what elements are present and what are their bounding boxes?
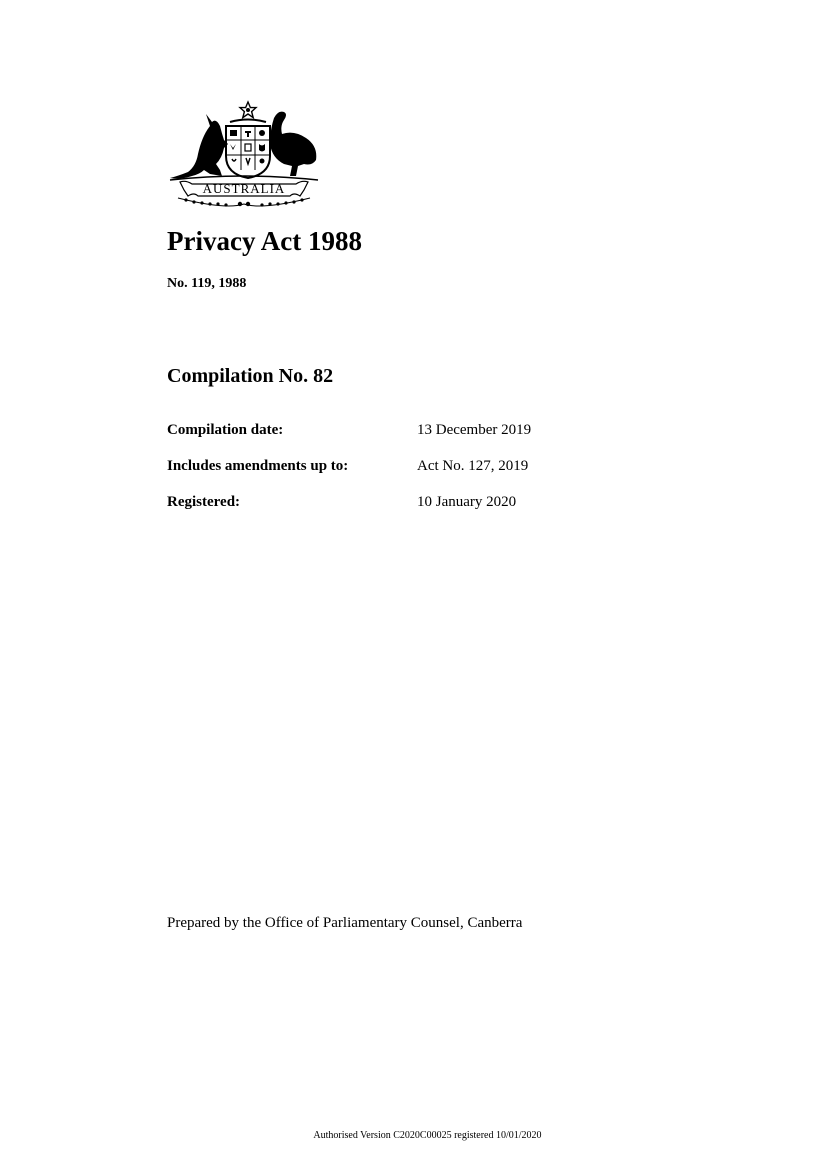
- compilation-details: [167, 422, 687, 530]
- registered-label: Registered:: [167, 494, 241, 510]
- amendments-value: Act No. 127, 2019: [417, 458, 529, 474]
- authorised-version-text: Authorised Version C2020C00025 registered 10/01/2020: [313, 1130, 542, 1141]
- compilation-heading: Compilation No. 82: [167, 365, 334, 387]
- amendments-row: [167, 458, 687, 494]
- registered-row: [167, 494, 687, 530]
- compilation-date-label: Compilation date:: [167, 422, 284, 438]
- registered-value: 10 January 2020: [417, 494, 517, 510]
- compilation-date-value: 13 December 2019: [417, 422, 532, 438]
- act-number: No. 119, 1988: [167, 276, 247, 291]
- amendments-label: Includes amendments up to:: [167, 458, 349, 474]
- act-title: Privacy Act 1988: [167, 226, 362, 256]
- compilation-date-row: [167, 422, 687, 458]
- prepared-by: Prepared by the Office of Parliamentary Counsel, Canberra: [167, 915, 523, 931]
- coat-of-arms-icon: [166, 100, 322, 208]
- footer: [0, 1130, 827, 1141]
- crest-label: AUSTRALIA: [202, 181, 286, 196]
